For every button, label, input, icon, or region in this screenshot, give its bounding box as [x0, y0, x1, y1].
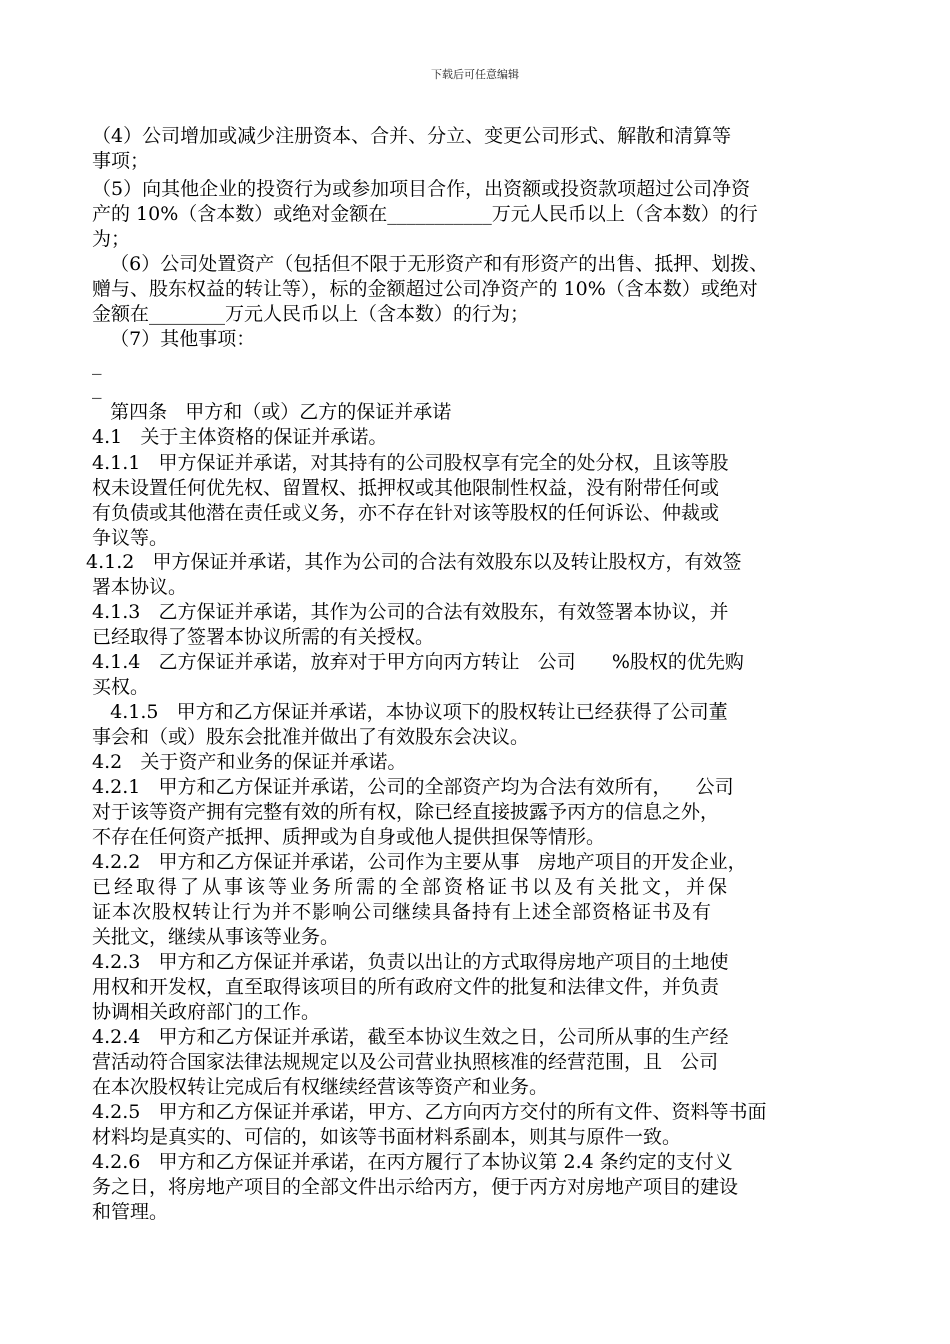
text-line: 在本次股权转让完成后有权继续经营该等资产和业务。: [92, 1076, 549, 1098]
text-line: 4.1.1 甲方保证并承诺，对其持有的公司股权享有完全的处分权，且该等股: [92, 452, 729, 474]
text-line: 4.2.5 甲方和乙方保证并承诺，甲方、乙方向丙方交付的所有文件、资料等书面: [92, 1101, 767, 1123]
text-line: 营活动符合国家法律法规规定以及公司营业执照核准的经营范围，且 公司: [92, 1051, 719, 1073]
text-line: 有负债或其他潜在责任或义务，亦不存在针对该等股权的任何诉讼、仲裁或: [92, 502, 720, 524]
text-line: 关批文，继续从事该等业务。: [92, 926, 340, 948]
text-line: （4）公司增加或减少注册资本、合并、分立、变更公司形式、解散和清算等: [92, 125, 732, 147]
text-line: 署本协议。: [92, 576, 188, 598]
text-line: 赠与、股东权益的转让等），标的金额超过公司净资产的 10%（含本数）或绝对: [92, 278, 758, 300]
text-line: 4.1.2 甲方保证并承诺，其作为公司的合法有效股东以及转让股权方，有效签: [86, 551, 742, 573]
section-heading: 第四条 甲方和（或）乙方的保证并承诺: [92, 401, 452, 423]
text-line: 已经取得了签署本协议所需的有关授权。: [92, 626, 435, 648]
text-line: _: [92, 353, 102, 375]
text-line: 4.1 关于主体资格的保证并承诺。: [92, 426, 388, 448]
text-line: 事会和（或）股东会批准并做出了有效股东会决议。: [92, 726, 530, 748]
text-line: 4.1.3 乙方保证并承诺，其作为公司的合法有效股东，有效签署本协议，并: [92, 601, 729, 623]
text-line: 买权。: [92, 676, 150, 698]
text-line: 务之日，将房地产项目的全部文件出示给丙方，便于丙方对房地产项目的建设: [92, 1176, 739, 1198]
text-line: （5）向其他企业的投资行为或参加项目合作，出资额或投资款项超过公司净资: [92, 178, 751, 200]
text-line: 争议等。: [92, 527, 169, 549]
text-line: 为；: [92, 228, 131, 250]
text-line: 和管理。: [92, 1201, 169, 1223]
text-line: 对于该等资产拥有完整有效的所有权，除已经直接披露予丙方的信息之外，: [92, 801, 720, 823]
text-line: 产的 10%（含本数）或绝对金额在___________万元人民币以上（含本数）的行: [92, 203, 758, 225]
text-line: 4.2.1 甲方和乙方保证并承诺，公司的全部资产均为合法有效所有， 公司: [92, 776, 734, 798]
page-header: 下载后可任意编辑: [431, 68, 519, 81]
text-line: 4.2 关于资产和业务的保证并承诺。: [92, 751, 407, 773]
text-line: _: [92, 377, 102, 399]
text-line: 不存在任何资产抵押、质押或为自身或他人提供担保等情形。: [92, 826, 606, 848]
text-line: （7）其他事项：: [92, 328, 256, 350]
text-line: 4.2.6 甲方和乙方保证并承诺，在丙方履行了本协议第 2.4 条约定的支付义: [92, 1151, 733, 1173]
text-line: 4.2.4 甲方和乙方保证并承诺，截至本协议生效之日，公司所从事的生产经: [92, 1026, 729, 1048]
text-line: 4.2.2 甲方和乙方保证并承诺，公司作为主要从事 房地产项目的开发企业，: [92, 851, 747, 873]
text-line: 事项；: [92, 150, 150, 172]
text-line: 4.1.4 乙方保证并承诺，放弃对于甲方向丙方转让 公司 %股权的优先购: [92, 651, 744, 673]
text-line: 协调相关政府部门的工作。: [92, 1001, 321, 1023]
text-line: 金额在________万元人民币以上（含本数）的行为；: [92, 303, 530, 325]
text-line: 4.1.5 甲方和乙方保证并承诺，本协议项下的股权转让已经获得了公司董: [92, 701, 728, 723]
text-line: 权未设置任何优先权、留置权、抵押权或其他限制性权益，没有附带任何或: [92, 477, 720, 499]
text-line: 已经取得了从事该等业务所需的全部资格证书以及有关批文，并保: [92, 876, 731, 898]
text-line: 4.2.3 甲方和乙方保证并承诺，负责以出让的方式取得房地产项目的土地使: [92, 951, 729, 973]
text-line: 证本次股权转让行为并不影响公司继续具备持有上述全部资格证书及有: [92, 901, 713, 923]
text-line: 用权和开发权，直至取得该项目的所有政府文件的批复和法律文件，并负责: [92, 976, 720, 998]
text-line: （6）公司处置资产（包括但不限于无形资产和有形资产的出售、抵押、划拨、: [92, 253, 769, 275]
text-line: 材料均是真实的、可信的，如该等书面材料系副本，则其与原件一致。: [92, 1126, 682, 1148]
